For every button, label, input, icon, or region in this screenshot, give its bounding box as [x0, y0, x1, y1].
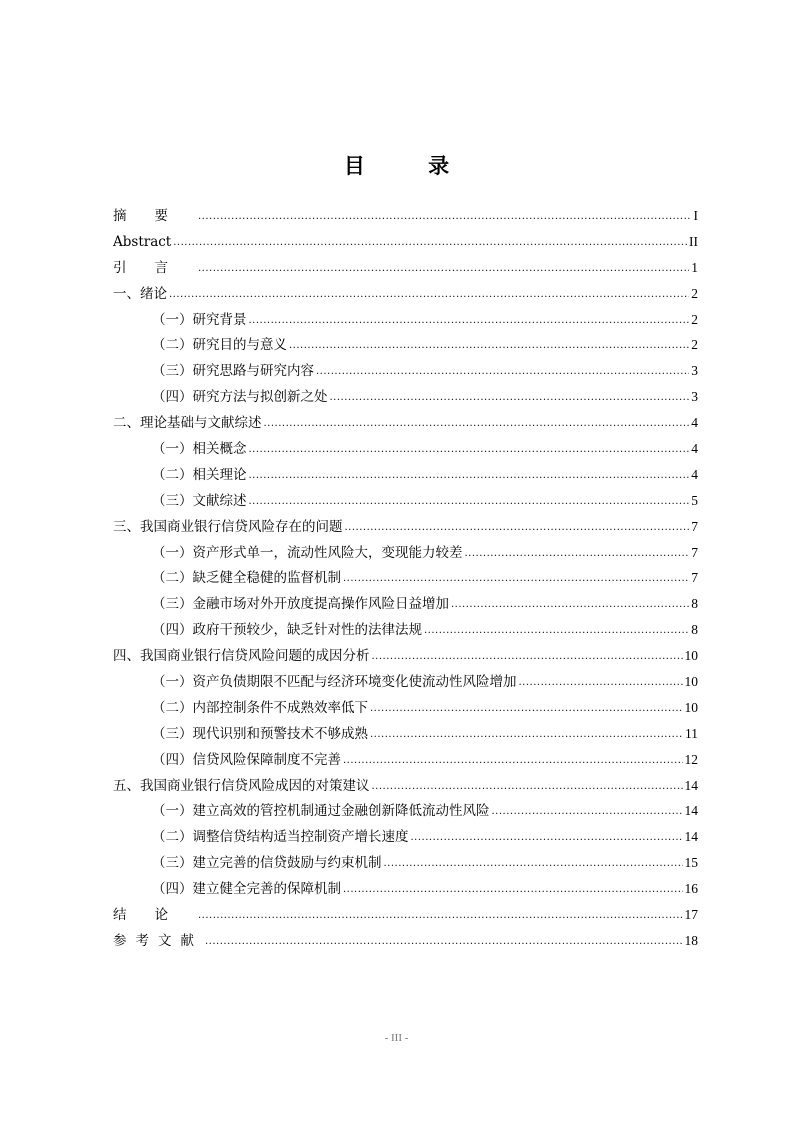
toc-entry-page: 2 [691, 337, 698, 353]
dot-leader [411, 824, 683, 851]
toc-entry[interactable] [113, 410, 698, 436]
toc-entry[interactable] [113, 798, 698, 824]
toc-entry[interactable] [113, 332, 698, 358]
toc-entry[interactable] [113, 307, 698, 333]
toc-entry[interactable] [113, 695, 698, 721]
toc-entry-label: （四）研究方法与拟创新之处 [152, 389, 328, 406]
toc-entry[interactable] [113, 643, 698, 669]
toc-entry-page: 5 [691, 492, 698, 508]
dot-leader [370, 695, 683, 722]
toc-entry-page: 10 [684, 674, 698, 690]
toc-entry-label: 结论 [113, 907, 196, 924]
toc-entry-page: 14 [684, 803, 698, 819]
toc-entry-page: 3 [691, 363, 698, 379]
dot-leader [264, 410, 690, 437]
toc-entry-label: （三）现代识别和预警技术不够成熟 [152, 725, 368, 742]
toc-entry-page: 4 [691, 441, 698, 457]
toc-entry-page: 3 [691, 389, 698, 405]
toc-entry-label: 二、理论基础与文献综述 [113, 415, 262, 432]
toc-entry-label: （四）信贷风险保障制度不完善 [152, 751, 341, 768]
toc-entry[interactable] [113, 514, 698, 540]
dot-leader [316, 358, 689, 385]
dot-leader [330, 384, 690, 411]
dot-leader [451, 591, 689, 618]
toc-entry-page: 14 [684, 777, 698, 793]
toc-entry[interactable] [113, 876, 698, 902]
dot-leader [169, 281, 689, 308]
toc-entry-label: 参考文献 [113, 932, 203, 949]
toc-entry-page: 11 [685, 725, 698, 741]
dot-leader [173, 229, 687, 256]
toc-entry-label: （三）建立完善的信贷鼓励与约束机制 [152, 855, 382, 872]
toc-entry-label: 一、绪论 [113, 285, 167, 302]
toc-entry-label: Abstract [113, 233, 172, 250]
toc-entry-label: 摘要 [113, 208, 196, 224]
toc-entry-label: （二）缺乏健全稳健的监督机制 [152, 570, 341, 587]
dot-leader [345, 514, 690, 541]
toc-entry-page: 2 [691, 311, 698, 327]
dot-leader [249, 488, 690, 515]
toc-entry[interactable] [113, 747, 698, 773]
toc-entry-label: 五、我国商业银行信贷风险成因的对策建议 [113, 777, 370, 794]
toc-entry[interactable] [113, 540, 698, 566]
toc-entry[interactable] [113, 721, 698, 747]
toc-entry[interactable] [113, 203, 698, 229]
toc-entry-page: 4 [691, 466, 698, 482]
dot-leader [343, 876, 683, 903]
toc-entry-page: 8 [691, 596, 698, 612]
toc-entry-label: （三）研究思路与研究内容 [152, 363, 314, 380]
toc-entry[interactable] [113, 281, 698, 307]
toc-entry[interactable] [113, 358, 698, 384]
dot-leader [343, 565, 689, 592]
toc-entry-page: 7 [691, 518, 698, 534]
toc-entry-label: （一）资产负债期限不匹配与经济环境变化使流动性风险增加 [152, 674, 517, 691]
toc-entry-label: （一）相关概念 [152, 441, 247, 458]
dot-leader [372, 643, 683, 670]
toc-entry-label: 四、我国商业银行信贷风险问题的成因分析 [113, 648, 370, 665]
toc-entry-page: 17 [684, 907, 698, 923]
dot-leader [343, 747, 683, 774]
page-number-footer: - III - [384, 1032, 409, 1044]
toc-entry[interactable] [113, 255, 698, 281]
toc-entry-label: （二）调整信贷结构适当控制资产增长速度 [152, 829, 409, 846]
toc-entry-label: （四）建立健全完善的保障机制 [152, 881, 341, 898]
dot-leader [198, 255, 689, 282]
toc-entry-label: （二）内部控制条件不成熟效率低下 [152, 699, 368, 716]
toc-entry[interactable] [113, 436, 698, 462]
toc-entry-page: 2 [691, 285, 698, 301]
toc-entry-label: （三）金融市场对外开放度提高操作风险日益增加 [152, 596, 449, 613]
dot-leader [198, 203, 692, 230]
toc-entry-page: 7 [691, 570, 698, 586]
toc-entry-page: 7 [691, 544, 698, 560]
toc-entry-label: （一）研究背景 [152, 311, 247, 328]
dot-leader [205, 928, 683, 955]
toc-entry[interactable] [113, 488, 698, 514]
dot-leader [424, 617, 689, 644]
dot-leader [289, 332, 689, 359]
toc-entry-page: 15 [684, 855, 698, 871]
toc-entry-page: 4 [691, 415, 698, 431]
dot-leader [519, 669, 683, 696]
toc-entry[interactable] [113, 591, 698, 617]
toc-entry[interactable] [113, 902, 698, 928]
toc-entry-page: 10 [684, 648, 698, 664]
toc-entry-page: I [693, 208, 698, 223]
toc-entry-page: 18 [684, 932, 698, 948]
toc-entry[interactable] [113, 928, 698, 954]
toc-entry-page: 14 [684, 829, 698, 845]
dot-leader [492, 798, 683, 825]
toc-entry-label: （一）建立高效的管控机制通过金融创新降低流动性风险 [152, 803, 490, 820]
toc-entry-label: 三、我国商业银行信贷风险存在的问题 [113, 518, 343, 535]
dot-leader [384, 850, 683, 877]
dot-leader [249, 436, 690, 463]
dot-leader [372, 773, 683, 800]
toc-entry[interactable] [113, 669, 698, 695]
toc-entry-label: （二）研究目的与意义 [152, 337, 287, 354]
dot-leader [249, 462, 690, 489]
dot-leader [465, 540, 690, 567]
toc-entry-label: （一）资产形式单一，流动性风险大，变现能力较差 [152, 544, 463, 561]
dot-leader [249, 307, 690, 334]
toc-entry[interactable] [113, 773, 698, 799]
dot-leader [198, 902, 683, 929]
toc-entry-label: （三）文献综述 [152, 492, 247, 509]
table-of-contents [113, 203, 698, 954]
toc-entry[interactable] [113, 229, 698, 255]
toc-entry-page: 12 [684, 751, 698, 767]
toc-entry-label: 引言 [113, 259, 196, 276]
toc-entry[interactable] [113, 850, 698, 876]
toc-entry[interactable] [113, 824, 698, 850]
toc-entry-page: 10 [684, 699, 698, 715]
toc-entry-label: （四）政府干预较少，缺乏针对性的法律法规 [152, 622, 422, 639]
dot-leader [370, 721, 683, 748]
toc-title: 目 录 [343, 154, 478, 178]
toc-entry[interactable] [113, 462, 698, 488]
toc-entry-page: 16 [684, 881, 698, 897]
toc-entry-label: （二）相关理论 [152, 466, 247, 483]
toc-entry[interactable] [113, 565, 698, 591]
toc-entry[interactable] [113, 384, 698, 410]
toc-entry-page: 8 [691, 622, 698, 638]
toc-entry-page: 1 [691, 259, 698, 275]
toc-entry-page: II [689, 233, 698, 249]
toc-entry[interactable] [113, 617, 698, 643]
